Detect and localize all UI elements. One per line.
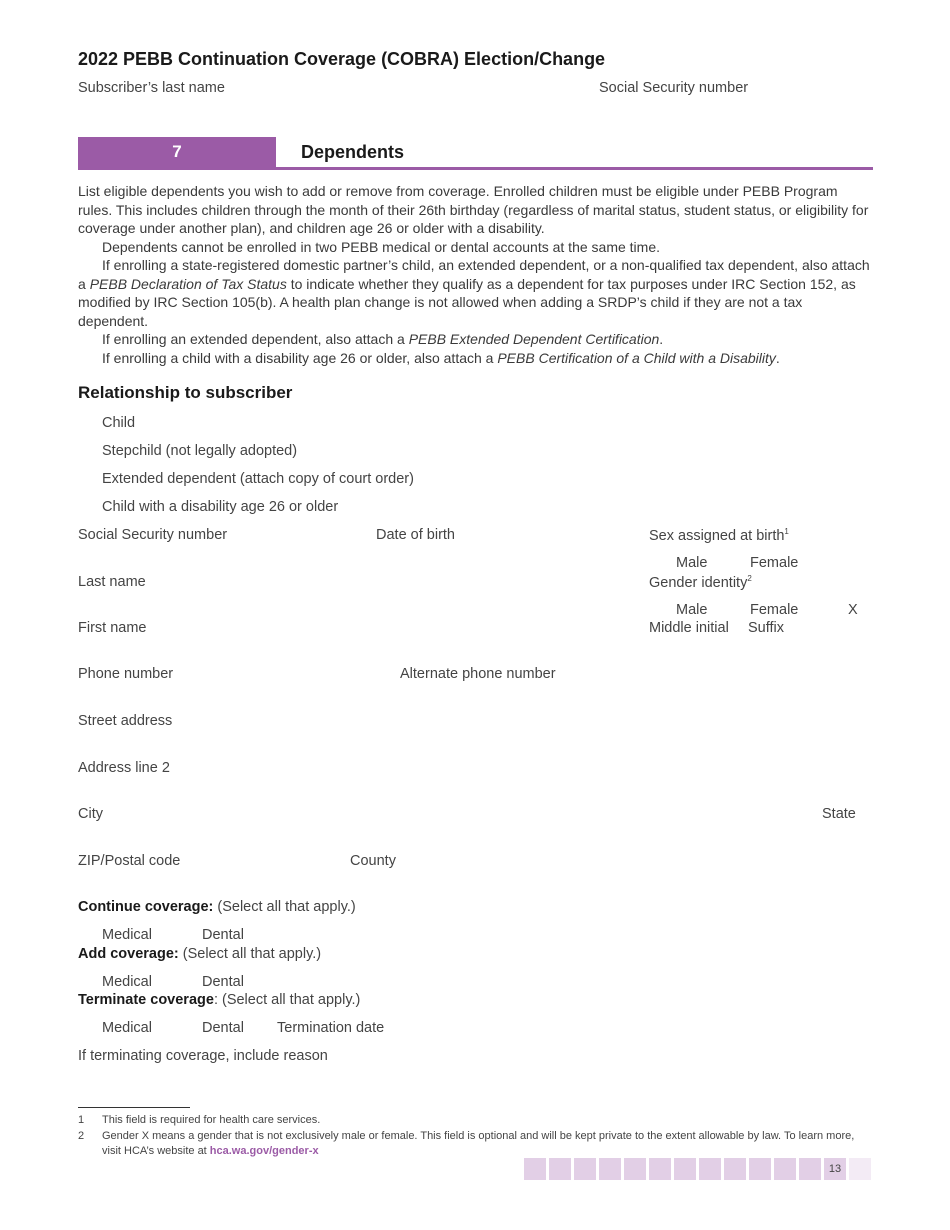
subscriber-ssn-label: Social Security number	[599, 80, 749, 96]
footnote-1-number: 1	[78, 1114, 85, 1126]
first-name-label[interactable]: First name	[78, 620, 147, 636]
terminate-coverage-label: Terminate coverage: (Select all that apply.)	[78, 992, 361, 1008]
terminate-dental-option[interactable]: Dental	[202, 1020, 244, 1036]
instructions-p5: If enrolling a child with a disability age 26 or older, also attach a PEBB Certification of a Child with a Disability.	[102, 349, 780, 366]
footnote-2-text: Gender X means a gender that is not exclusively male or female. This field is optional and will be kept private to the extent allowable by law. To learn more, visit HCA’s website at hca.wa.gov/gender-x	[102, 1130, 855, 1157]
last-name-label[interactable]: Last name	[78, 574, 146, 590]
instructions-p3: If enrolling a state-registered domestic partner’s child, an extended dependent, or a non-qualified tax dependent, also attach a PEBB Declaration of Tax Status to indicate whether they qualify as a dependent for tax purposes under IRC Section 152, as modified by IRC Section 105(b). A health plan change is not allowed when adding a SRDP’s child if they are not a tax dependent.	[78, 257, 870, 329]
page-block	[524, 1158, 546, 1180]
page-block	[799, 1158, 821, 1180]
add-coverage-label: Add coverage: (Select all that apply.)	[78, 946, 322, 962]
page-block	[574, 1158, 596, 1180]
gender-male-option[interactable]: Male	[676, 602, 708, 618]
subscriber-last-name-label: Subscriber’s last name	[78, 80, 225, 96]
gender-female-option[interactable]: Female	[750, 602, 799, 618]
relationship-option-stepchild[interactable]: Stepchild (not legally adopted)	[102, 443, 298, 459]
page-block	[549, 1158, 571, 1180]
suffix-label[interactable]: Suffix	[748, 620, 785, 636]
section-number: 7	[78, 137, 276, 167]
state-label[interactable]: State	[822, 806, 856, 822]
footnote-1	[78, 1113, 868, 1128]
add-medical-option[interactable]: Medical	[102, 974, 152, 990]
page-indicator	[524, 1158, 871, 1180]
continue-medical-option[interactable]: Medical	[102, 927, 152, 943]
footnote-2	[78, 1129, 868, 1159]
address-line-2-label[interactable]: Address line 2	[78, 760, 170, 776]
sex-female-option[interactable]: Female	[750, 555, 799, 571]
page-block	[649, 1158, 671, 1180]
page-block	[674, 1158, 696, 1180]
form-title: 2022 PEBB Continuation Coverage (COBRA) Election/Change	[78, 49, 606, 69]
sex-at-birth-label: Sex assigned at birth$^1$	[649, 527, 789, 544]
gender-x-option[interactable]: X	[848, 602, 858, 618]
instructions-p2: Dependents cannot be enrolled in two PEBB medical or dental accounts at the same time.	[102, 238, 660, 255]
footnote-1-text: This field is required for health care services.	[102, 1114, 321, 1126]
section-instructions	[78, 182, 873, 367]
gender-x-link[interactable]: hca.wa.gov/gender-x	[209, 1145, 319, 1157]
page-block	[749, 1158, 771, 1180]
page-block	[699, 1158, 721, 1180]
continue-dental-option[interactable]: Dental	[202, 927, 244, 943]
county-label[interactable]: County	[350, 853, 396, 869]
middle-initial-label[interactable]: Middle initial	[649, 620, 729, 636]
relationship-option-child[interactable]: Child	[102, 415, 136, 431]
city-label[interactable]: City	[78, 806, 103, 822]
continue-coverage-label: Continue coverage: (Select all that apply.)	[78, 899, 356, 915]
instructions-p1: List eligible dependents you wish to add or remove from coverage. Enrolled children must be eligible under PEBB Program rules. This includes children through the month of their 26th birthday (regardless of marital status, student status, or eligibility for coverage under another plan), and children age 26 or older with a disability.	[78, 183, 869, 236]
gender-identity-label: Gender identity$^2$	[649, 574, 752, 591]
page-block	[624, 1158, 646, 1180]
footnote-2-number: 2	[78, 1130, 85, 1142]
page-number: 13	[824, 1158, 846, 1180]
street-address-label[interactable]: Street address	[78, 713, 173, 729]
phone-label[interactable]: Phone number	[78, 666, 174, 682]
relationship-option-extended[interactable]: Extended dependent (attach copy of court order)	[102, 471, 414, 487]
terminate-medical-option[interactable]: Medical	[102, 1020, 152, 1036]
termination-date-label[interactable]: Termination date	[277, 1020, 385, 1036]
page-block	[599, 1158, 621, 1180]
section-title: Dependents	[301, 142, 405, 162]
dob-label[interactable]: Date of birth	[376, 527, 455, 543]
relationship-option-disability[interactable]: Child with a disability age 26 or older	[102, 499, 339, 515]
page-block	[774, 1158, 796, 1180]
sex-male-option[interactable]: Male	[676, 555, 708, 571]
add-dental-option[interactable]: Dental	[202, 974, 244, 990]
section-header	[78, 137, 873, 170]
page-block	[849, 1158, 871, 1180]
termination-reason-label[interactable]: If terminating coverage, include reason	[78, 1048, 328, 1064]
alt-phone-label[interactable]: Alternate phone number	[400, 666, 556, 682]
relationship-heading: Relationship to subscriber	[78, 383, 293, 402]
instructions-p4: If enrolling an extended dependent, also attach a PEBB Extended Dependent Certification.	[102, 331, 664, 347]
dependent-ssn-label[interactable]: Social Security number	[78, 527, 228, 543]
page-block	[724, 1158, 746, 1180]
zip-label[interactable]: ZIP/Postal code	[78, 853, 181, 869]
footnote-divider	[78, 1107, 190, 1108]
